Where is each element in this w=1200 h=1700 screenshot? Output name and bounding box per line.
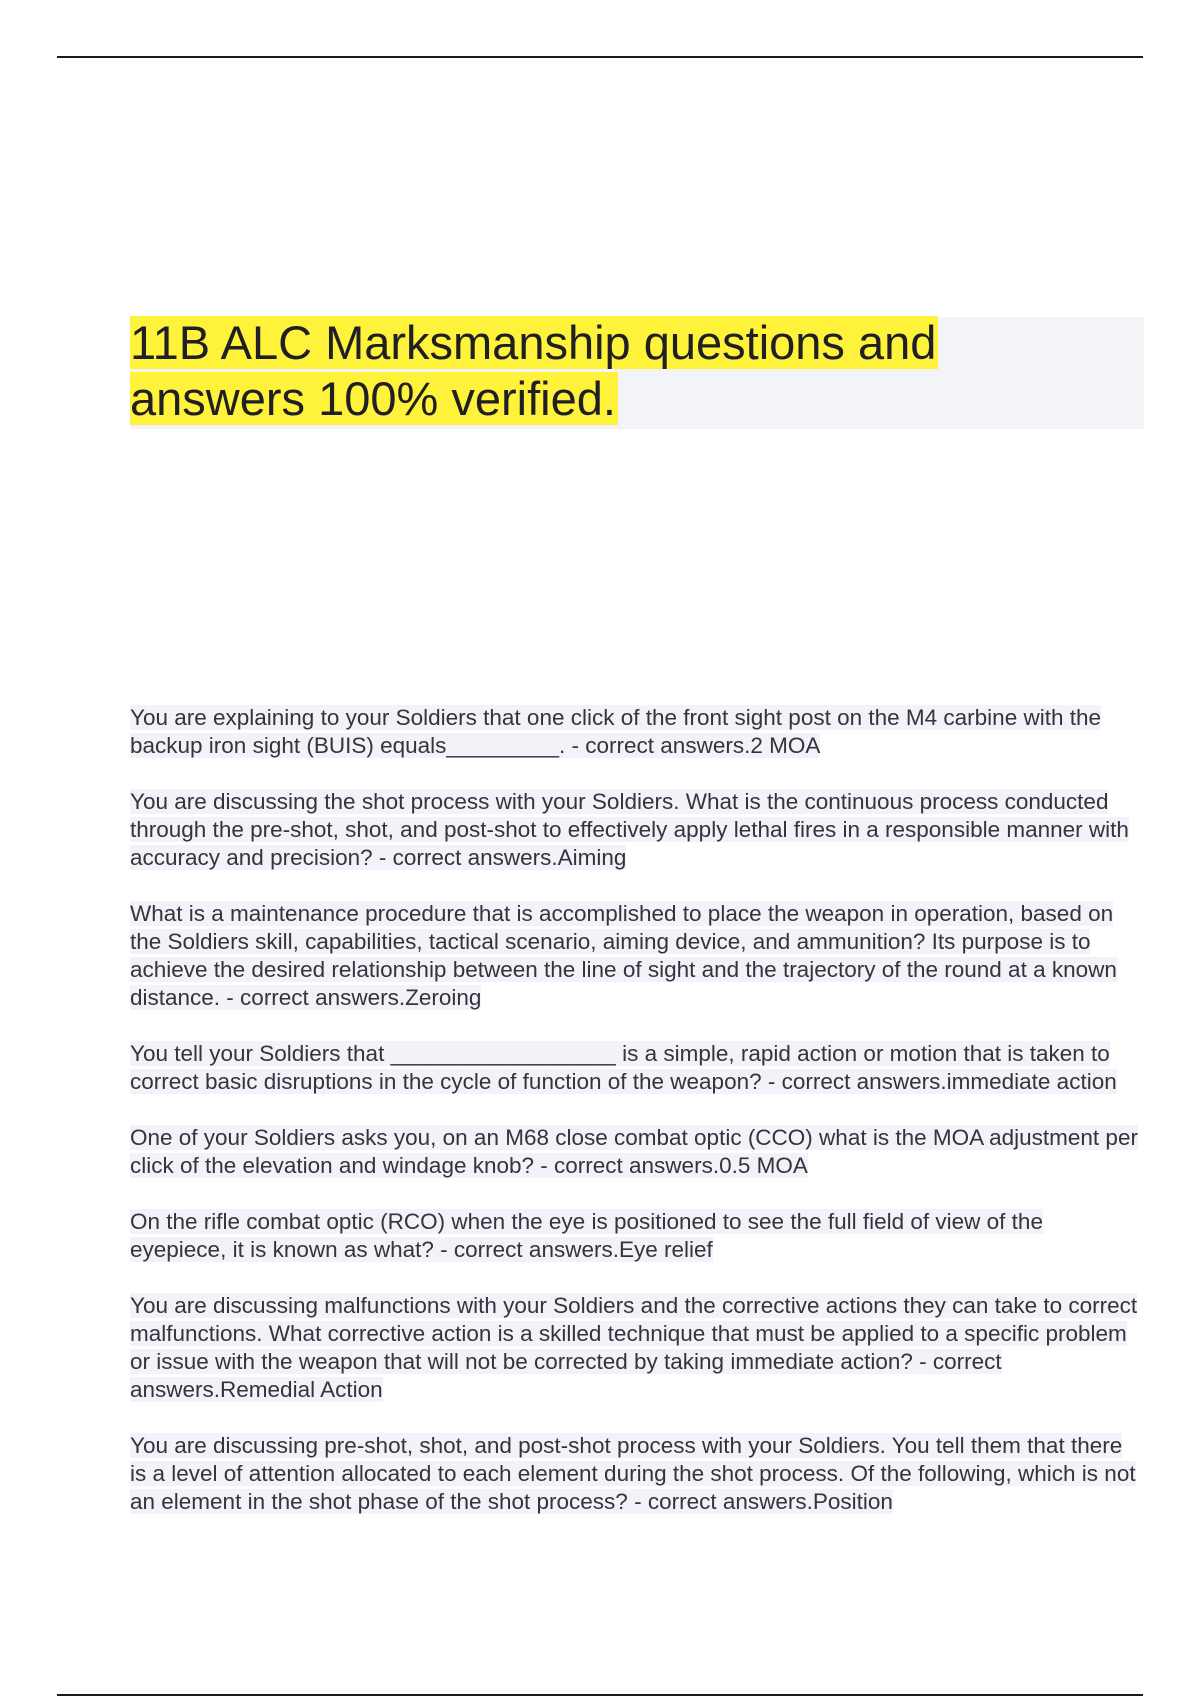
qa-item-text: You are discussing the shot process with your Soldiers. What is the continuous process conducted through the pre-shot, shot, and post-shot to effectively apply lethal fires in a responsible manner with accuracy and precision? - correct answers.Aiming	[130, 789, 1129, 870]
qa-item-text: You are discussing pre-shot, shot, and post-shot process with your Soldiers. You tell them that there is a level of attention allocated to each element during the shot process. Of the following, which is not an element in the shot phase of the shot process? - correct answers.Position	[130, 1433, 1136, 1514]
qa-item-text: You tell your Soldiers that __________________ is a simple, rapid action or motion that is taken to correct basic disruptions in the cycle of function of the weapon? - correct answers.immediate action	[130, 1041, 1117, 1094]
qa-item	[130, 1124, 1142, 1180]
qa-item-text: One of your Soldiers asks you, on an M68 close combat optic (CCO) what is the MOA adjustment per click of the elevation and windage knob? - correct answers.0.5 MOA	[130, 1125, 1138, 1178]
qa-item	[130, 900, 1142, 1012]
top-rule	[57, 56, 1143, 58]
qa-item-text: You are explaining to your Soldiers that one click of the front sight post on the M4 carbine with the backup iron sight (BUIS) equals_________. - correct answers.2 MOA	[130, 705, 1101, 758]
document-title-text: 11B ALC Marksmanship questions and answers 100% verified.	[130, 316, 937, 425]
qa-item-text: What is a maintenance procedure that is accomplished to place the weapon in operation, based on the Soldiers skill, capabilities, tactical scenario, aiming device, and ammunition? Its purpose is to achieve the desired relationship between the line of sight and the trajectory of the round at a known distance. - correct answers.Zeroing	[130, 901, 1117, 1010]
qa-item	[130, 1292, 1142, 1404]
qa-item	[130, 1208, 1142, 1264]
qa-item	[130, 1040, 1142, 1096]
document-title	[130, 315, 1010, 427]
qa-item-text: You are discussing malfunctions with your Soldiers and the corrective actions they can take to correct malfunctions. What corrective action is a skilled technique that must be applied to a specific problem or issue with the weapon that will not be corrected by taking immediate action? - correct answers.Remedial Action	[130, 1293, 1138, 1402]
qa-item	[130, 704, 1142, 760]
qa-item	[130, 1432, 1142, 1516]
bottom-rule	[57, 1694, 1143, 1696]
qa-list	[130, 704, 1142, 1544]
qa-item	[130, 788, 1142, 872]
qa-item-text: On the rifle combat optic (RCO) when the eye is positioned to see the full field of view of the eyepiece, it is known as what? - correct answers.Eye relief	[130, 1209, 1043, 1262]
